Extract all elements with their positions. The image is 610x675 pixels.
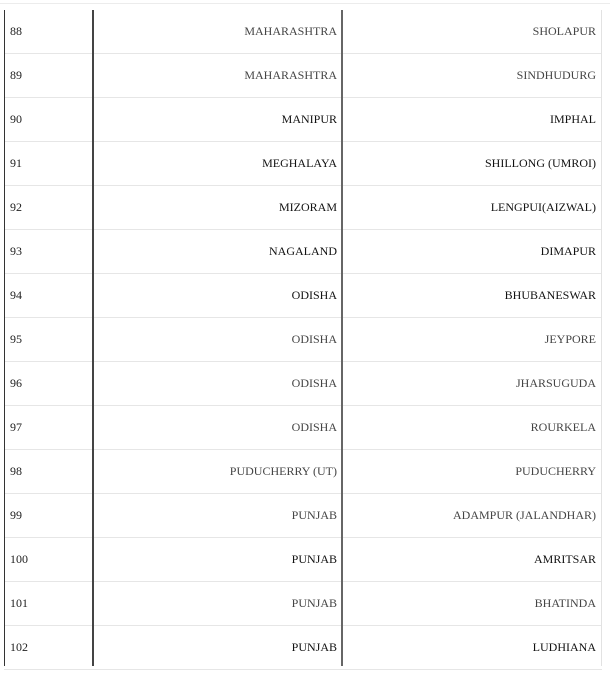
state-cell: MAHARASHTRA bbox=[244, 68, 337, 82]
state-cell: ODISHA bbox=[291, 332, 337, 346]
airport-cell: BHATINDA bbox=[534, 596, 596, 610]
row-divider bbox=[4, 669, 602, 670]
column-divider-1 bbox=[92, 10, 94, 666]
airport-cell: SHOLAPUR bbox=[532, 24, 596, 38]
airport-cell: SINDHUDURG bbox=[516, 68, 596, 82]
serial-number-cell: 102 bbox=[10, 640, 28, 654]
serial-number-cell: 101 bbox=[10, 596, 28, 610]
state-cell: PUDUCHERRY (UT) bbox=[229, 464, 337, 478]
airport-cell: ADAMPUR (JALANDHAR) bbox=[452, 508, 596, 522]
airport-cell: SHILLONG (UMROI) bbox=[485, 156, 596, 170]
airport-cell: JHARSUGUDA bbox=[515, 376, 596, 390]
state-cell: NAGALAND bbox=[269, 244, 337, 258]
airport-cell: JEYPORE bbox=[544, 332, 596, 346]
table-right-border bbox=[601, 10, 602, 666]
airport-cell: LUDHIANA bbox=[532, 640, 596, 654]
serial-number-cell: 90 bbox=[10, 112, 22, 126]
state-cell: ODISHA bbox=[291, 420, 337, 434]
airport-cell: DIMAPUR bbox=[540, 244, 596, 258]
state-cell: MAHARASHTRA bbox=[244, 24, 337, 38]
top-divider bbox=[0, 3, 610, 4]
serial-number-cell: 93 bbox=[10, 244, 22, 258]
table-left-border bbox=[4, 10, 5, 666]
serial-number-cell: 100 bbox=[10, 552, 28, 566]
serial-number-cell: 97 bbox=[10, 420, 22, 434]
serial-number-cell: 91 bbox=[10, 156, 22, 170]
serial-number-cell: 94 bbox=[10, 288, 22, 302]
serial-number-cell: 96 bbox=[10, 376, 22, 390]
airport-cell: LENGPUI(AIZWAL) bbox=[490, 200, 596, 214]
state-cell: MEGHALAYA bbox=[262, 156, 337, 170]
state-cell: PUNJAB bbox=[291, 640, 337, 654]
state-cell: PUNJAB bbox=[291, 596, 337, 610]
airport-cell: ROURKELA bbox=[530, 420, 596, 434]
state-cell: ODISHA bbox=[291, 376, 337, 390]
airport-cell: IMPHAL bbox=[549, 112, 596, 126]
serial-number-cell: 95 bbox=[10, 332, 22, 346]
state-cell: ODISHA bbox=[291, 288, 337, 302]
state-cell: PUNJAB bbox=[291, 508, 337, 522]
serial-number-cell: 92 bbox=[10, 200, 22, 214]
serial-number-cell: 88 bbox=[10, 24, 22, 38]
airport-cell: PUDUCHERRY bbox=[515, 464, 596, 478]
column-divider-2 bbox=[341, 10, 343, 666]
airport-cell: AMRITSAR bbox=[533, 552, 596, 566]
serial-number-cell: 98 bbox=[10, 464, 22, 478]
state-cell: MANIPUR bbox=[281, 112, 337, 126]
state-cell: MIZORAM bbox=[278, 200, 337, 214]
state-cell: PUNJAB bbox=[291, 552, 337, 566]
serial-number-cell: 99 bbox=[10, 508, 22, 522]
serial-number-cell: 89 bbox=[10, 68, 22, 82]
airport-cell: BHUBANESWAR bbox=[504, 288, 596, 302]
